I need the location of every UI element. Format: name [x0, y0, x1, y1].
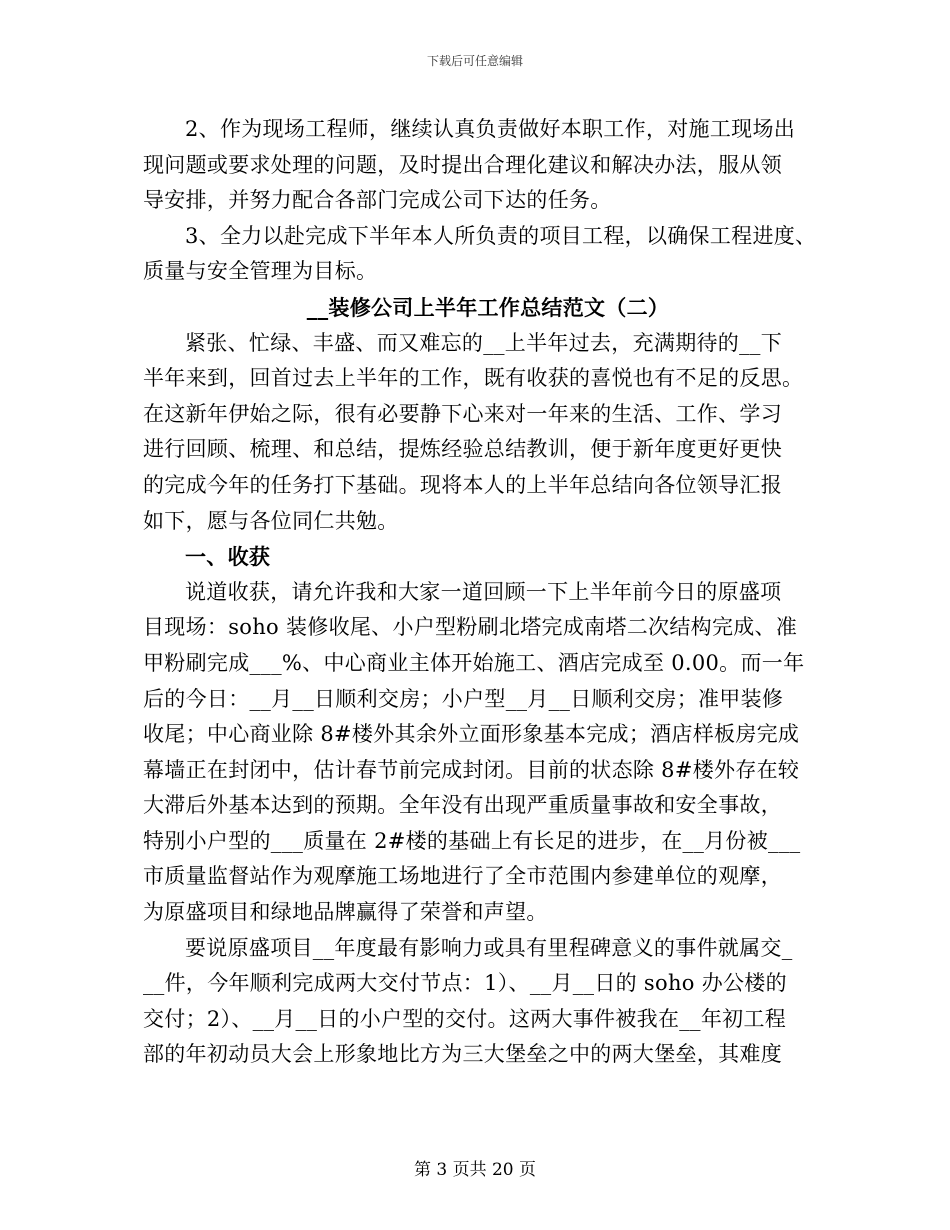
text-line: 市质量监督站作为观摩施工场地进行了全市范围内参建单位的观摩， [143, 864, 782, 889]
text-line: 特别小户型的___质量在 2#楼的基础上有长足的进步，在__月份被___ [143, 828, 801, 853]
section-title: __装修公司上半年工作总结范文（二） [306, 294, 670, 320]
text-line: 紧张、忙绿、丰盛、而又难忘的__上半年过去，充满期待的__下 [185, 330, 782, 355]
text-line: 说道收获，请允许我和大家一道回顾一下上半年前今日的原盛项 [185, 579, 782, 604]
text-line: 收尾；中心商业除 8#楼外其余外立面形象基本完成；酒店样板房完成 [143, 722, 800, 747]
document-body [143, 112, 817, 1073]
text-line: 幕墙正在封闭中，估计春节前完成封闭。目前的状态除 8#楼外存在较 [143, 757, 800, 782]
text-line: 半年来到，回首过去上半年的工作，既有收获的喜悦也有不足的反思。 [143, 366, 804, 391]
page-header: 下载后可任意编辑 [426, 54, 523, 68]
text-line: 现问题或要求处理的问题，及时提出合理化建议和解决办法，服从领 [143, 152, 782, 177]
text-line: 目现场：soho 装修收尾、小户型粉刷北塔完成南塔二次结构完成、准 [143, 615, 798, 640]
text-line: 要说原盛项目__年度最有影响力或具有里程碑意义的事件就属交_ [185, 935, 793, 960]
page-footer: 第 3 页共 20 页 [413, 1160, 537, 1180]
section-heading: 一、收获 [185, 544, 271, 570]
text-line: 质量与安全管理为目标。 [143, 259, 378, 284]
text-line: 为原盛项目和绿地品牌赢得了荣誉和声望。 [143, 900, 548, 925]
text-line: 3、全力以赴完成下半年本人所负责的项目工程，以确保工程进度、 [185, 223, 817, 248]
text-line: 导安排，并努力配合各部门完成公司下达的任务。 [143, 188, 612, 213]
text-line: 大滞后外基本达到的预期。全年没有出现严重质量事故和安全事故， [143, 793, 782, 818]
text-line: 的完成今年的任务打下基础。现将本人的上半年总结向各位领导汇报 [143, 472, 782, 497]
text-line: __件，今年顺利完成两大交付节点：1）、__月__日的 soho 办公楼的 [143, 971, 787, 996]
text-line: 如下，愿与各位同仁共勉。 [143, 508, 399, 533]
text-line: 交付；2）、__月__日的小户型的交付。这两大事件被我在__年初工程 [143, 1006, 787, 1031]
text-line: 部的年初动员大会上形象地比方为三大堡垒之中的两大堡垒，其难度 [143, 1042, 782, 1067]
text-line: 在这新年伊始之际，很有必要静下心来对一年来的生活、工作、学习 [143, 401, 782, 426]
text-line: 后的今日：__月__日顺利交房；小户型__月__日顺利交房；准甲装修 [143, 686, 784, 711]
text-line: 2、作为现场工程师，继续认真负责做好本职工作，对施工现场出 [185, 117, 796, 141]
text-line: 进行回顾、梳理、和总结，提炼经验总结教训，便于新年度更好更快 [143, 437, 782, 462]
text-line: 甲粉刷完成___%、中心商业主体开始施工、酒店完成至 0.00。而一年 [143, 650, 805, 675]
